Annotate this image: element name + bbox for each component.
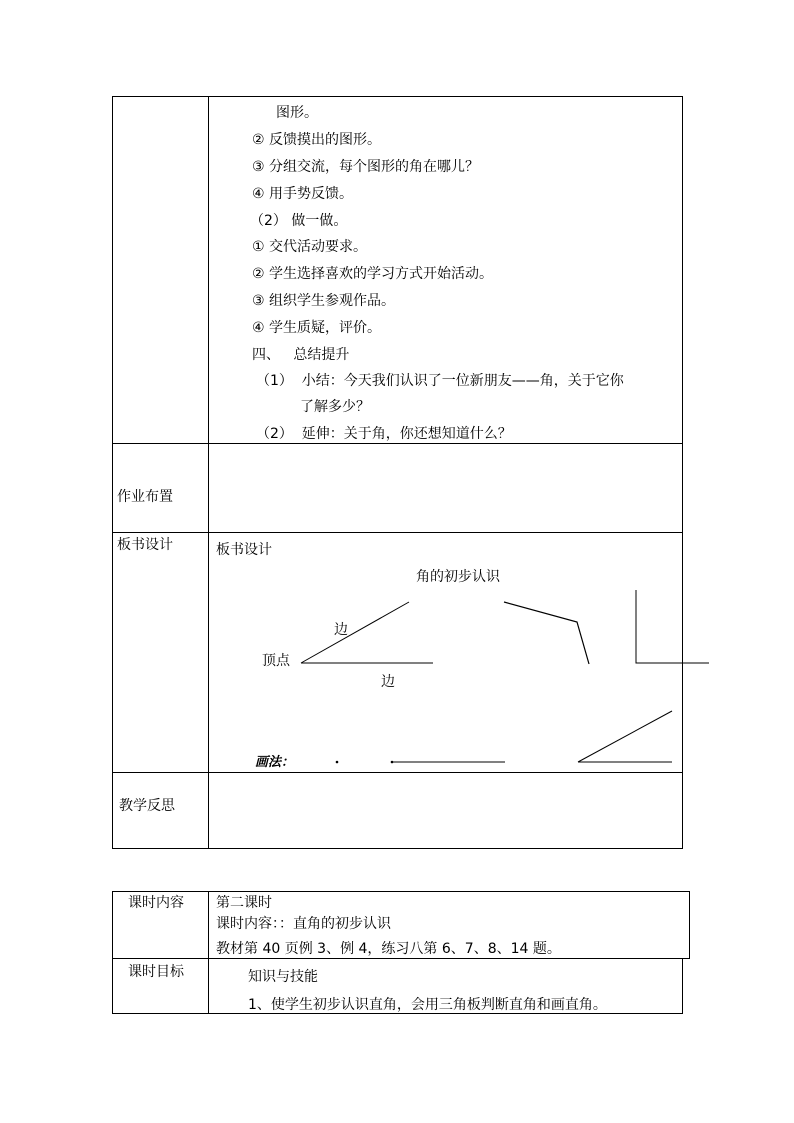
homework-label: 作业布置 <box>117 489 173 505</box>
table2-border-top <box>112 891 690 892</box>
angle-side-label: 边 <box>334 622 348 638</box>
lesson-line: ② 学生选择喜欢的学习方式开始活动。 <box>252 266 493 282</box>
board-heading: 角的初步认识 <box>416 569 500 585</box>
lesson-goal-line: 1、使学生初步认识直角，会用三角板判断直角和画直角。 <box>248 997 607 1013</box>
table2-border-right-lower <box>682 958 683 1014</box>
obtuse-angle-figure <box>504 602 589 664</box>
lesson-line: （2） 延伸：关于角，你还想知道什么？ <box>256 426 512 442</box>
lesson-content-label: 课时内容 <box>128 895 184 911</box>
lesson-content-line: 课时内容：：直角的初步认识 <box>216 916 391 932</box>
angle-side-label: 边 <box>381 674 395 690</box>
lesson-line: 四、 总结提升 <box>252 347 350 363</box>
lesson-content-line: 教材第 40 页例 3、例 4，练习八第 6、7、8、14 题。 <box>216 941 561 957</box>
table2-border-left <box>112 891 113 1014</box>
lesson-line: ④ 学生质疑，评价。 <box>252 320 382 336</box>
board-design-label: 板书设计 <box>117 537 173 553</box>
lesson-line: （1） 小结：今天我们认识了一位新朋友——角，关于它你 <box>256 373 624 389</box>
reflection-label: 教学反思 <box>119 798 175 814</box>
drawing-step-angle <box>578 711 672 762</box>
lesson-line: （2） 做一做。 <box>250 213 348 229</box>
lesson-line: ③ 分组交流，每个图形的角在哪儿？ <box>252 159 480 175</box>
angle-vertex-label: 顶点 <box>262 653 290 669</box>
lesson-line: 了解多少？ <box>300 399 370 415</box>
table2-column-divider <box>208 891 209 1014</box>
table2-border-right-upper <box>689 891 690 959</box>
lesson-content-line: 第二课时 <box>216 895 272 911</box>
board-design-title: 板书设计 <box>216 542 272 558</box>
lesson-line: 图形。 <box>276 105 318 121</box>
angle-side-line <box>301 602 409 663</box>
lesson-line: ② 反馈摸出的图形。 <box>252 132 382 148</box>
lesson-line: ③ 组织学生参观作品。 <box>252 293 396 309</box>
lesson-line: ④ 用手势反馈。 <box>252 186 354 202</box>
table2-row-divider <box>112 958 690 959</box>
drawing-step-point <box>336 761 339 764</box>
right-angle-figure <box>636 590 709 663</box>
drawing-method-label: 画法： <box>255 755 295 770</box>
lesson-goal-line: 知识与技能 <box>248 969 318 985</box>
lesson-line: ① 交代活动要求。 <box>252 239 368 255</box>
lesson-goal-label: 课时目标 <box>128 964 184 980</box>
